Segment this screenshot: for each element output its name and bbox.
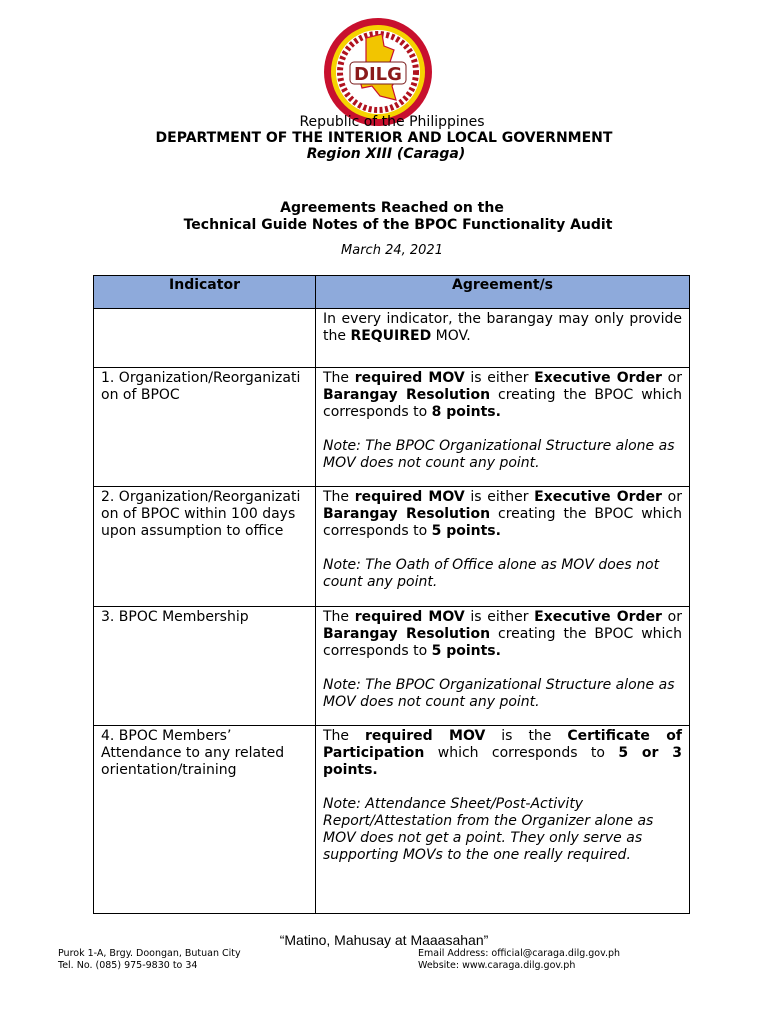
agreement-cell xyxy=(316,726,690,914)
agreement-cell xyxy=(316,487,690,607)
footer-left xyxy=(58,948,241,972)
indicator-cell: 1. Organization/Reorganization of BPOC xyxy=(94,368,316,487)
agreement-text: The required MOV is either Executive Order or Barangay Resolution creating the BPOC which corresponds to 5 points. xyxy=(323,489,682,539)
agreement-text: The required MOV is either Executive Order or Barangay Resolution creating the BPOC which corresponds to 5 points. xyxy=(323,609,682,659)
table-row xyxy=(94,368,690,487)
footer-website: Website: www.caraga.dilg.gov.ph xyxy=(418,960,576,971)
footer-email: Email Address: official@caraga.dilg.gov.ph xyxy=(418,948,621,959)
footer-right xyxy=(418,948,620,972)
agreements-table xyxy=(93,275,690,914)
region-name: Region XIII (Caraga) xyxy=(306,146,466,162)
agreement-text: The required MOV is the Certificate of Participation which corresponds to 5 or 3 points. xyxy=(323,728,682,778)
table-row xyxy=(94,309,690,368)
agreement-text: The required MOV is either Executive Order or Barangay Resolution creating the BPOC which corresponds to 8 points. xyxy=(323,370,682,420)
header-agreements: Agreement/s xyxy=(316,276,690,309)
dilg-seal-logo xyxy=(322,16,434,128)
indicator-cell: 3. BPOC Membership xyxy=(94,607,316,726)
agreement-note: Note: The BPOC Organizational Structure alone as MOV does not count any point. xyxy=(323,438,675,471)
motto: “Matino, Mahusay at Maaasahan” xyxy=(279,932,489,948)
document-date: March 24, 2021 xyxy=(341,243,443,258)
footer-address: Purok 1-A, Brgy. Doongan, Butuan City xyxy=(58,948,241,959)
footer-tel: Tel. No. (085) 975-9830 to 34 xyxy=(58,960,198,971)
indicator-cell: 4. BPOC Members’ Attendance to any related orientation/training xyxy=(94,726,316,914)
table-header-row xyxy=(94,276,690,309)
agreement-note: Note: The Oath of Office alone as MOV does not count any point. xyxy=(323,557,660,590)
republic-line: Republic of the Philippines xyxy=(299,114,485,130)
agreement-cell xyxy=(316,607,690,726)
agreement-note: Note: Attendance Sheet/Post-Activity Report/Attestation from the Organizer alone as MOV does not get a point. They only serve as supporting MOVs to the one really required. xyxy=(323,796,654,863)
agreement-text: In every indicator, the barangay may only provide the REQUIRED MOV. xyxy=(323,311,682,344)
document-title-line2: Technical Guide Notes of the BPOC Functionality Audit xyxy=(183,217,613,233)
table-row xyxy=(94,726,690,914)
indicator-cell: 2. Organization/Reorganization of BPOC within 100 days upon assumption to office xyxy=(94,487,316,607)
department-name: DEPARTMENT OF THE INTERIOR AND LOCAL GOVERNMENT xyxy=(155,130,613,146)
logo-text: DILG xyxy=(354,64,402,85)
indicator-cell xyxy=(94,309,316,368)
header-indicator: Indicator xyxy=(94,276,316,309)
table-row xyxy=(94,487,690,607)
document-title-line1: Agreements Reached on the xyxy=(280,200,504,216)
table-row xyxy=(94,607,690,726)
agreement-cell xyxy=(316,368,690,487)
agreement-cell xyxy=(316,309,690,368)
agreement-note: Note: The BPOC Organizational Structure alone as MOV does not count any point. xyxy=(323,677,675,710)
